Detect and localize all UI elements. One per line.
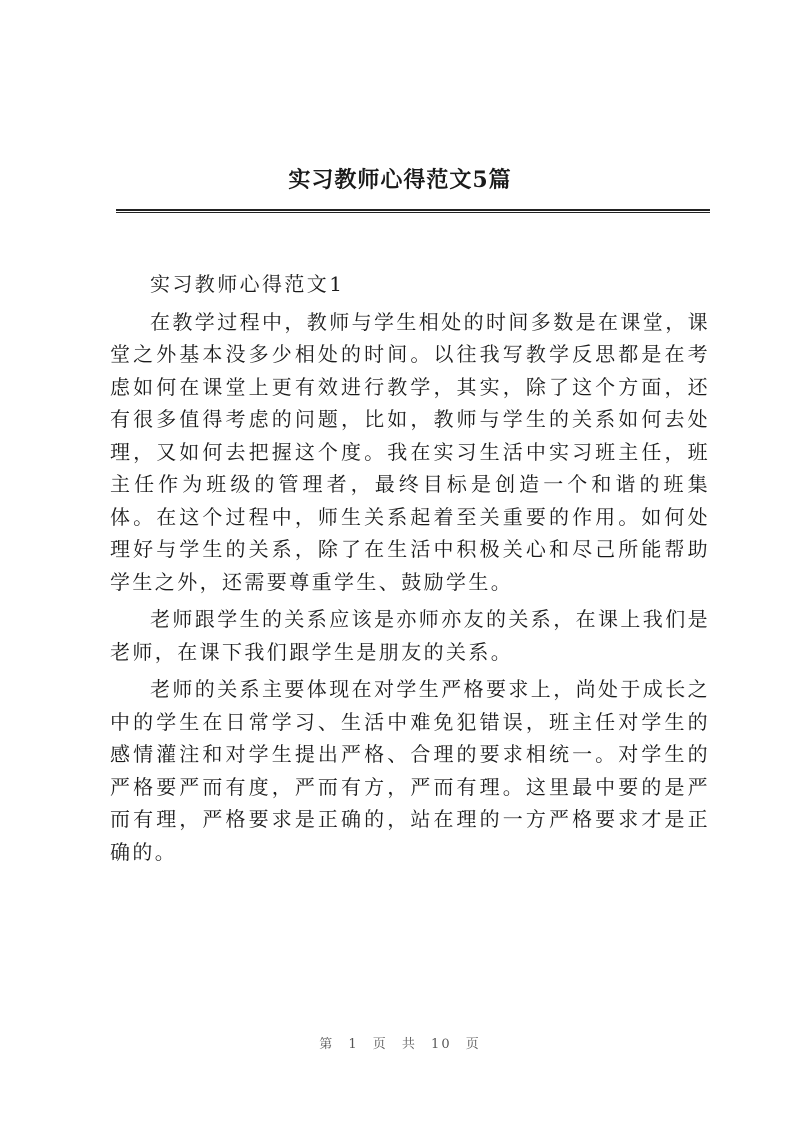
paragraph: 老师跟学生的关系应该是亦师亦友的关系，在课上我们是老师，在课下我们跟学生是朋友的关系。 xyxy=(110,607,710,664)
page-number-footer: 第 1 页 共 10 页 xyxy=(319,1037,481,1052)
section-heading: 实习教师心得范文1 xyxy=(150,272,345,296)
title-divider xyxy=(116,209,710,213)
document-body xyxy=(110,268,710,873)
paragraph: 老师的关系主要体现在对学生严格要求上，尚处于成长之中的学生在日常学习、生活中难免犯错误，班主任对学生的感情灌注和对学生提出严格、合理的要求相统一。对学生的严格要严而有度，严而有方，严而有理。这里最中要的是严而有理，严格要求是正确的，站在理的一方严格要求才是正确的。 xyxy=(110,677,710,864)
page-title: 实习教师心得范文5篇 xyxy=(288,167,512,193)
paragraph: 在教学过程中，教师与学生相处的时间多数是在课堂，课堂之外基本没多少相处的时间。以往我写教学反思都是在考虑如何在课堂上更有效进行教学，其实，除了这个方面，还有很多值得考虑的问题，比如，教师与学生的关系如何去处理，又如何去把握这个度。我在实习生活中实习班主任，班主任作为班级的管理者，最终目标是创造一个和谐的班集体。在这个过程中，师生关系起着至关重要的作用。如何处理好与学生的关系，除了在生活中积极关心和尽己所能帮助学生之外，还需要尊重学生、鼓励学生。 xyxy=(110,309,710,594)
